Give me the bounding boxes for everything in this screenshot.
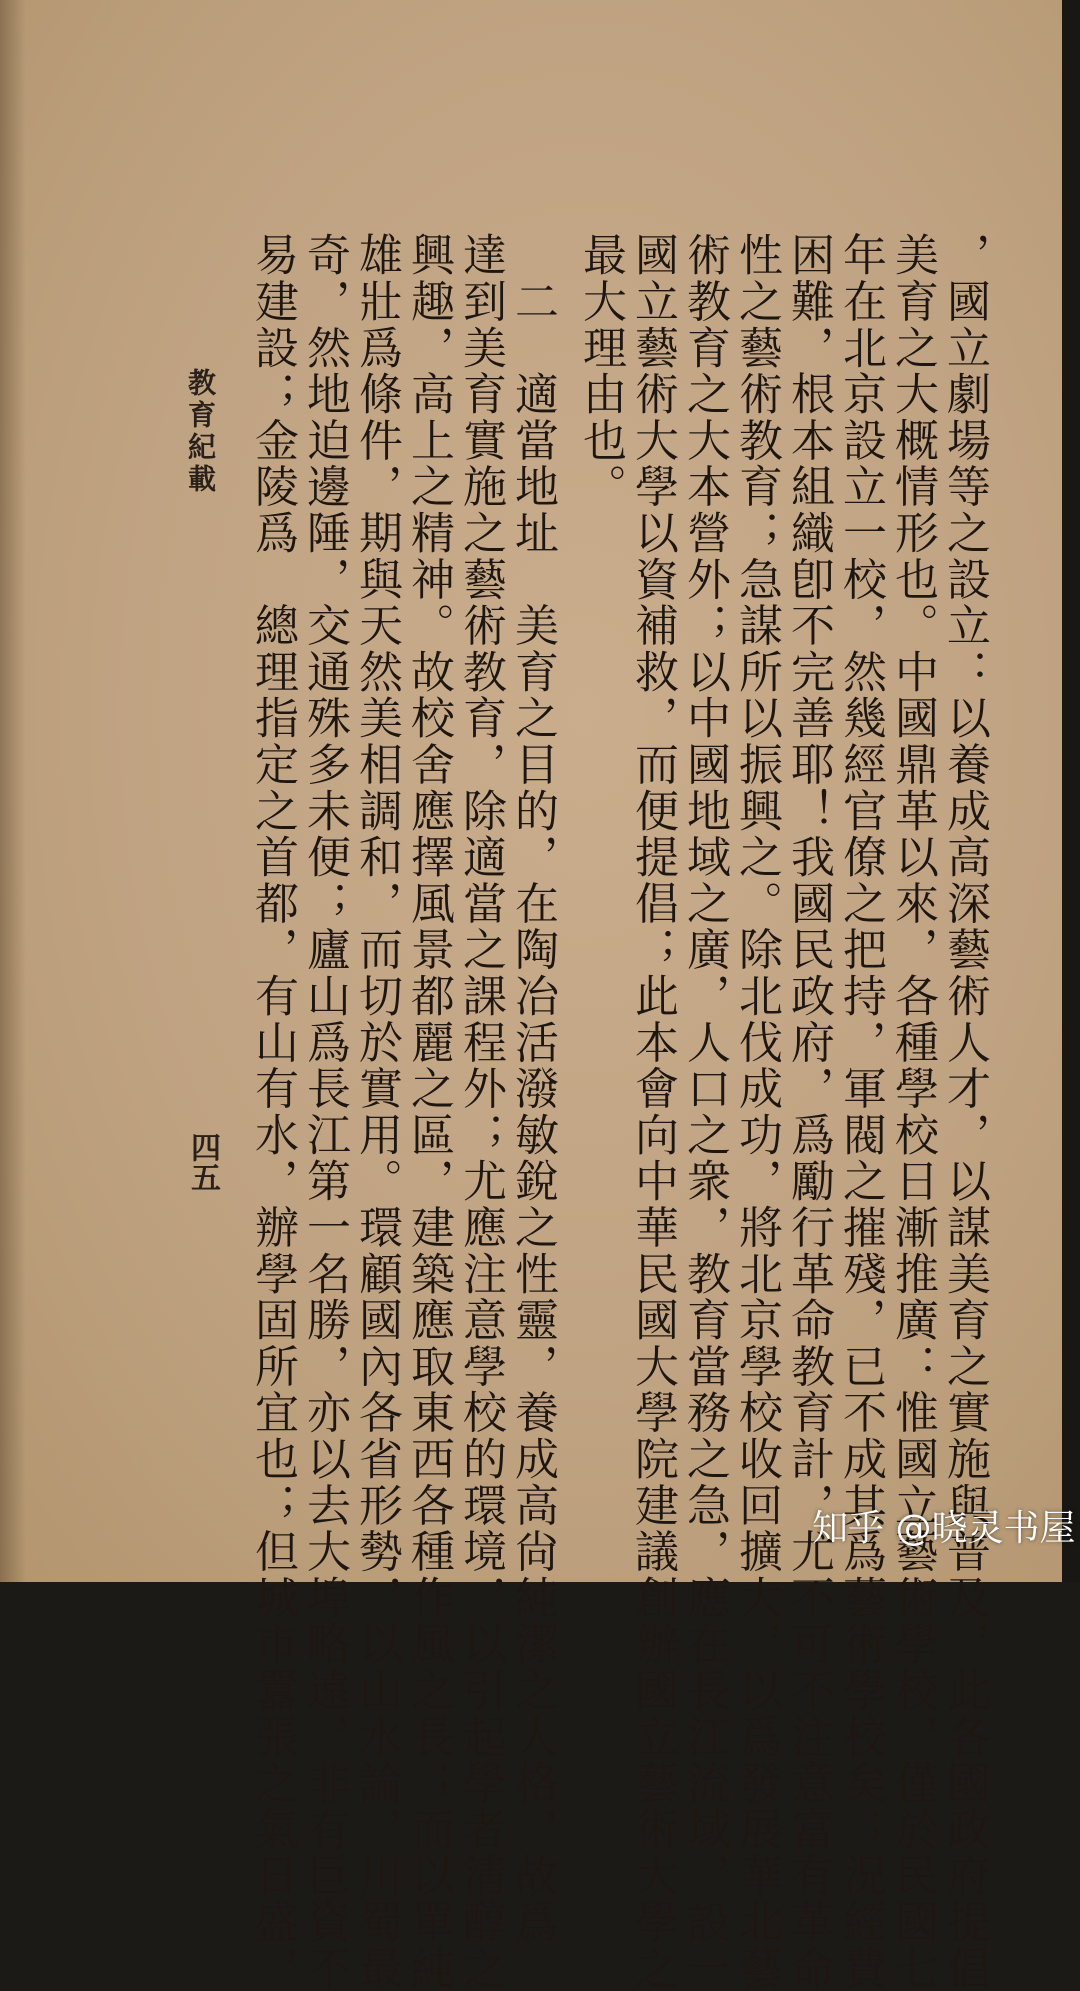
text-column-10: 達到美育實施之藝術教育，除適當之課程外；尤應注意學校的環境，以引起學者淸醇之 [455,232,506,1991]
text-column-1: ，國立劇場等之設立：以養成高深藝術人才，以謀美育之實施與普及，此各國政府提倡 [939,232,990,1991]
text-column-2: 美育之大概情形也。中國鼎革以來，各種學校日漸推廣：惟國立藝術學校，僅於民國七 [887,232,938,1991]
page-number: 四五 [185,1132,220,1192]
text-column-13: 奇，然地迫邊陲，交通殊多未便；廬山爲長江第一名勝，亦以去大埠略遠，非有巨資不 [299,232,350,1991]
text-column-5: 性之藝術教育；急謀所以振興之。除北伐成功，將北京學校收回擴大，以爲發展華北藝 [731,232,782,1991]
text-column-11: 興趣，高上之精神。故校舍應擇風景都麗之區，建築應取東西各種作風之長；而以單純 [403,232,454,1991]
text-column-14: 易建設；金陵爲 總理指定之首都，有山有水，辦學固所宜也；但城市囂張之氣日盛， [247,232,298,1991]
text-column-12: 雄壯爲條件，期與天然美相調和，而切於實用。環顧國內各省形勢，以山水論，川蜀最 [351,232,402,1991]
text-column-7: 國立藝術大學以資補救，而便提倡；此本會向中華民國大學院建議創辦國立藝術大學之 [627,232,678,1991]
text-column-3: 年在北京設立一校，然幾經官僚之把持，軍閥之摧殘，已不成其爲藝術學校矣；況經費 [835,232,886,1991]
text-column-9: 二 適當地址 美育之目的，在陶冶活潑敏銳之性靈，養成高尙純潔之人格，故爲 [507,232,558,1946]
page-edge-shadow [1062,0,1080,1582]
running-header: 教育紀載 [184,368,217,496]
text-column-8: 最大理由也。 [575,232,626,510]
text-column-4: 困難，根本組織卽不完善耶！我國民政府，爲勵行革命教育計，尤不可不注意富有革命 [783,232,834,1991]
watermark: 知乎 @晓灵书屋 [812,1508,1076,1549]
text-column-6: 術教育之大本營外；以中國地域之廣，人口之衆，教育當務之急，應在長江流域，設一 [679,232,730,1991]
